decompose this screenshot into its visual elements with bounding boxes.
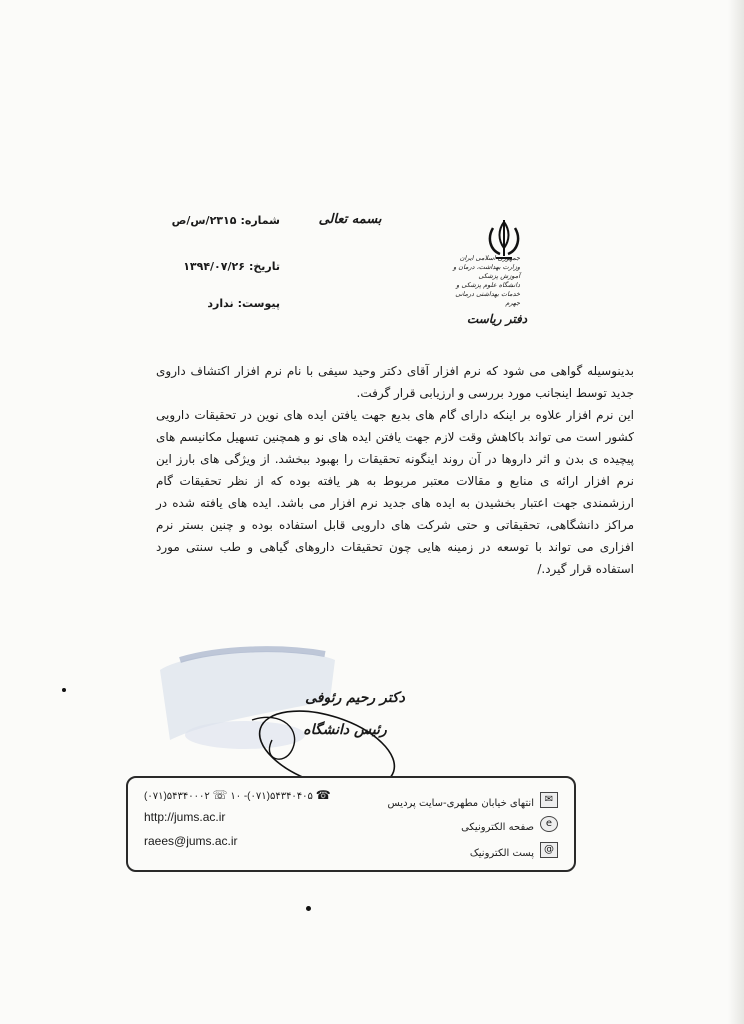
ministry-title [445, 254, 520, 308]
fax-number: (۰۷۱)۵۴۳۴۰۰۰۲ [144, 791, 210, 802]
address-icon: ✉ [540, 792, 558, 808]
body-paragraph: بدینوسیله گواهی می شود که نرم افزار آقای دکتر وحید سیفی با نام نرم افزار اکتشاف داروی جدید توسط اینجانب مورد بررسی و ارزیابی قرار گرفت. [156, 364, 634, 400]
letter-number [160, 214, 280, 227]
bismillah-heading: بسمه تعالی [318, 212, 382, 227]
number-value: ۲۳۱۵/س/ص [171, 214, 237, 227]
ministry-line: جمهوری اسلامی ایران [459, 254, 520, 262]
body-paragraph: این نرم افزار علاوه بر اینکه دارای گام های بدیع جهت یافتن ایده های نوین در تحقیقات دارویی کشور است می تواند باکاهش وقت لازم جهت یافتن ایده های نو و همچنین تسهیل مکانیسم های پیچیده ی بدن و اثر داروها در آن روند اینگونه تحقیقات را بهبود ببخشد. از ویژگی های بارز این نرم افزار ارائه ی منابع و مقالات معتبر مربوط به هر یافته بوده که از نظر تحقیقات گام ارزشمندی جهت اعتبار بخشیدن به ایده های جدید نرم افزار می باشد. ایده های یافته شده در مراکز دانشگاهی، تحقیقاتی و حتی شرکت های دارویی قابل استفاده بوده و چنین بستر نرم افزاری می تواند با توسعه در زمینه هایی چون تحقیقات داروهای گیاهی و طب سنتی مورد استفاده قرار گیرد./ [156, 408, 634, 576]
letter-attachment [160, 297, 280, 310]
email-address[interactable]: raees@jums.ac.ir [144, 834, 238, 848]
website-icon: e [540, 816, 558, 832]
scan-edge [728, 0, 744, 1024]
website-label: صفحه الکترونیکی [461, 822, 534, 833]
number-label: شماره: [240, 214, 280, 227]
fax-icon: ☏ [212, 788, 228, 802]
email-icon: @ [540, 842, 558, 858]
email-label: پست الکترونیک [469, 848, 534, 859]
address-text: انتهای خیابان مطهری-سایت پردیس [387, 798, 534, 809]
letter-body [156, 360, 634, 580]
attachment-value: ندارد [207, 297, 234, 310]
phone-number: ۱۰ -(۰۷۱)۵۴۳۴۰۴۰۵ [230, 791, 313, 802]
ministry-line: وزارت بهداشت، درمان و آموزش پزشکی [453, 263, 520, 280]
signer-title: رئیس دانشگاه [303, 722, 387, 738]
letter-date [160, 260, 280, 273]
date-value: ۱۳۹۴/۰۷/۲۶ [183, 260, 245, 273]
letterhead-footer [126, 776, 576, 872]
date-label: تاریخ: [248, 260, 280, 273]
ministry-line: دانشگاه علوم پزشکی و خدمات بهداشتی درمانی جهرم [455, 281, 520, 307]
scan-speck [306, 906, 311, 911]
scan-speck [62, 688, 66, 692]
website-url[interactable]: http://jums.ac.ir [144, 810, 226, 824]
signer-name: دکتر رحیم رئوفی [305, 690, 405, 706]
fax-line [144, 788, 331, 802]
phone-icon: ☎ [315, 788, 331, 802]
attachment-label: پیوست: [237, 297, 280, 310]
office-title: دفتر ریاست [466, 312, 528, 326]
